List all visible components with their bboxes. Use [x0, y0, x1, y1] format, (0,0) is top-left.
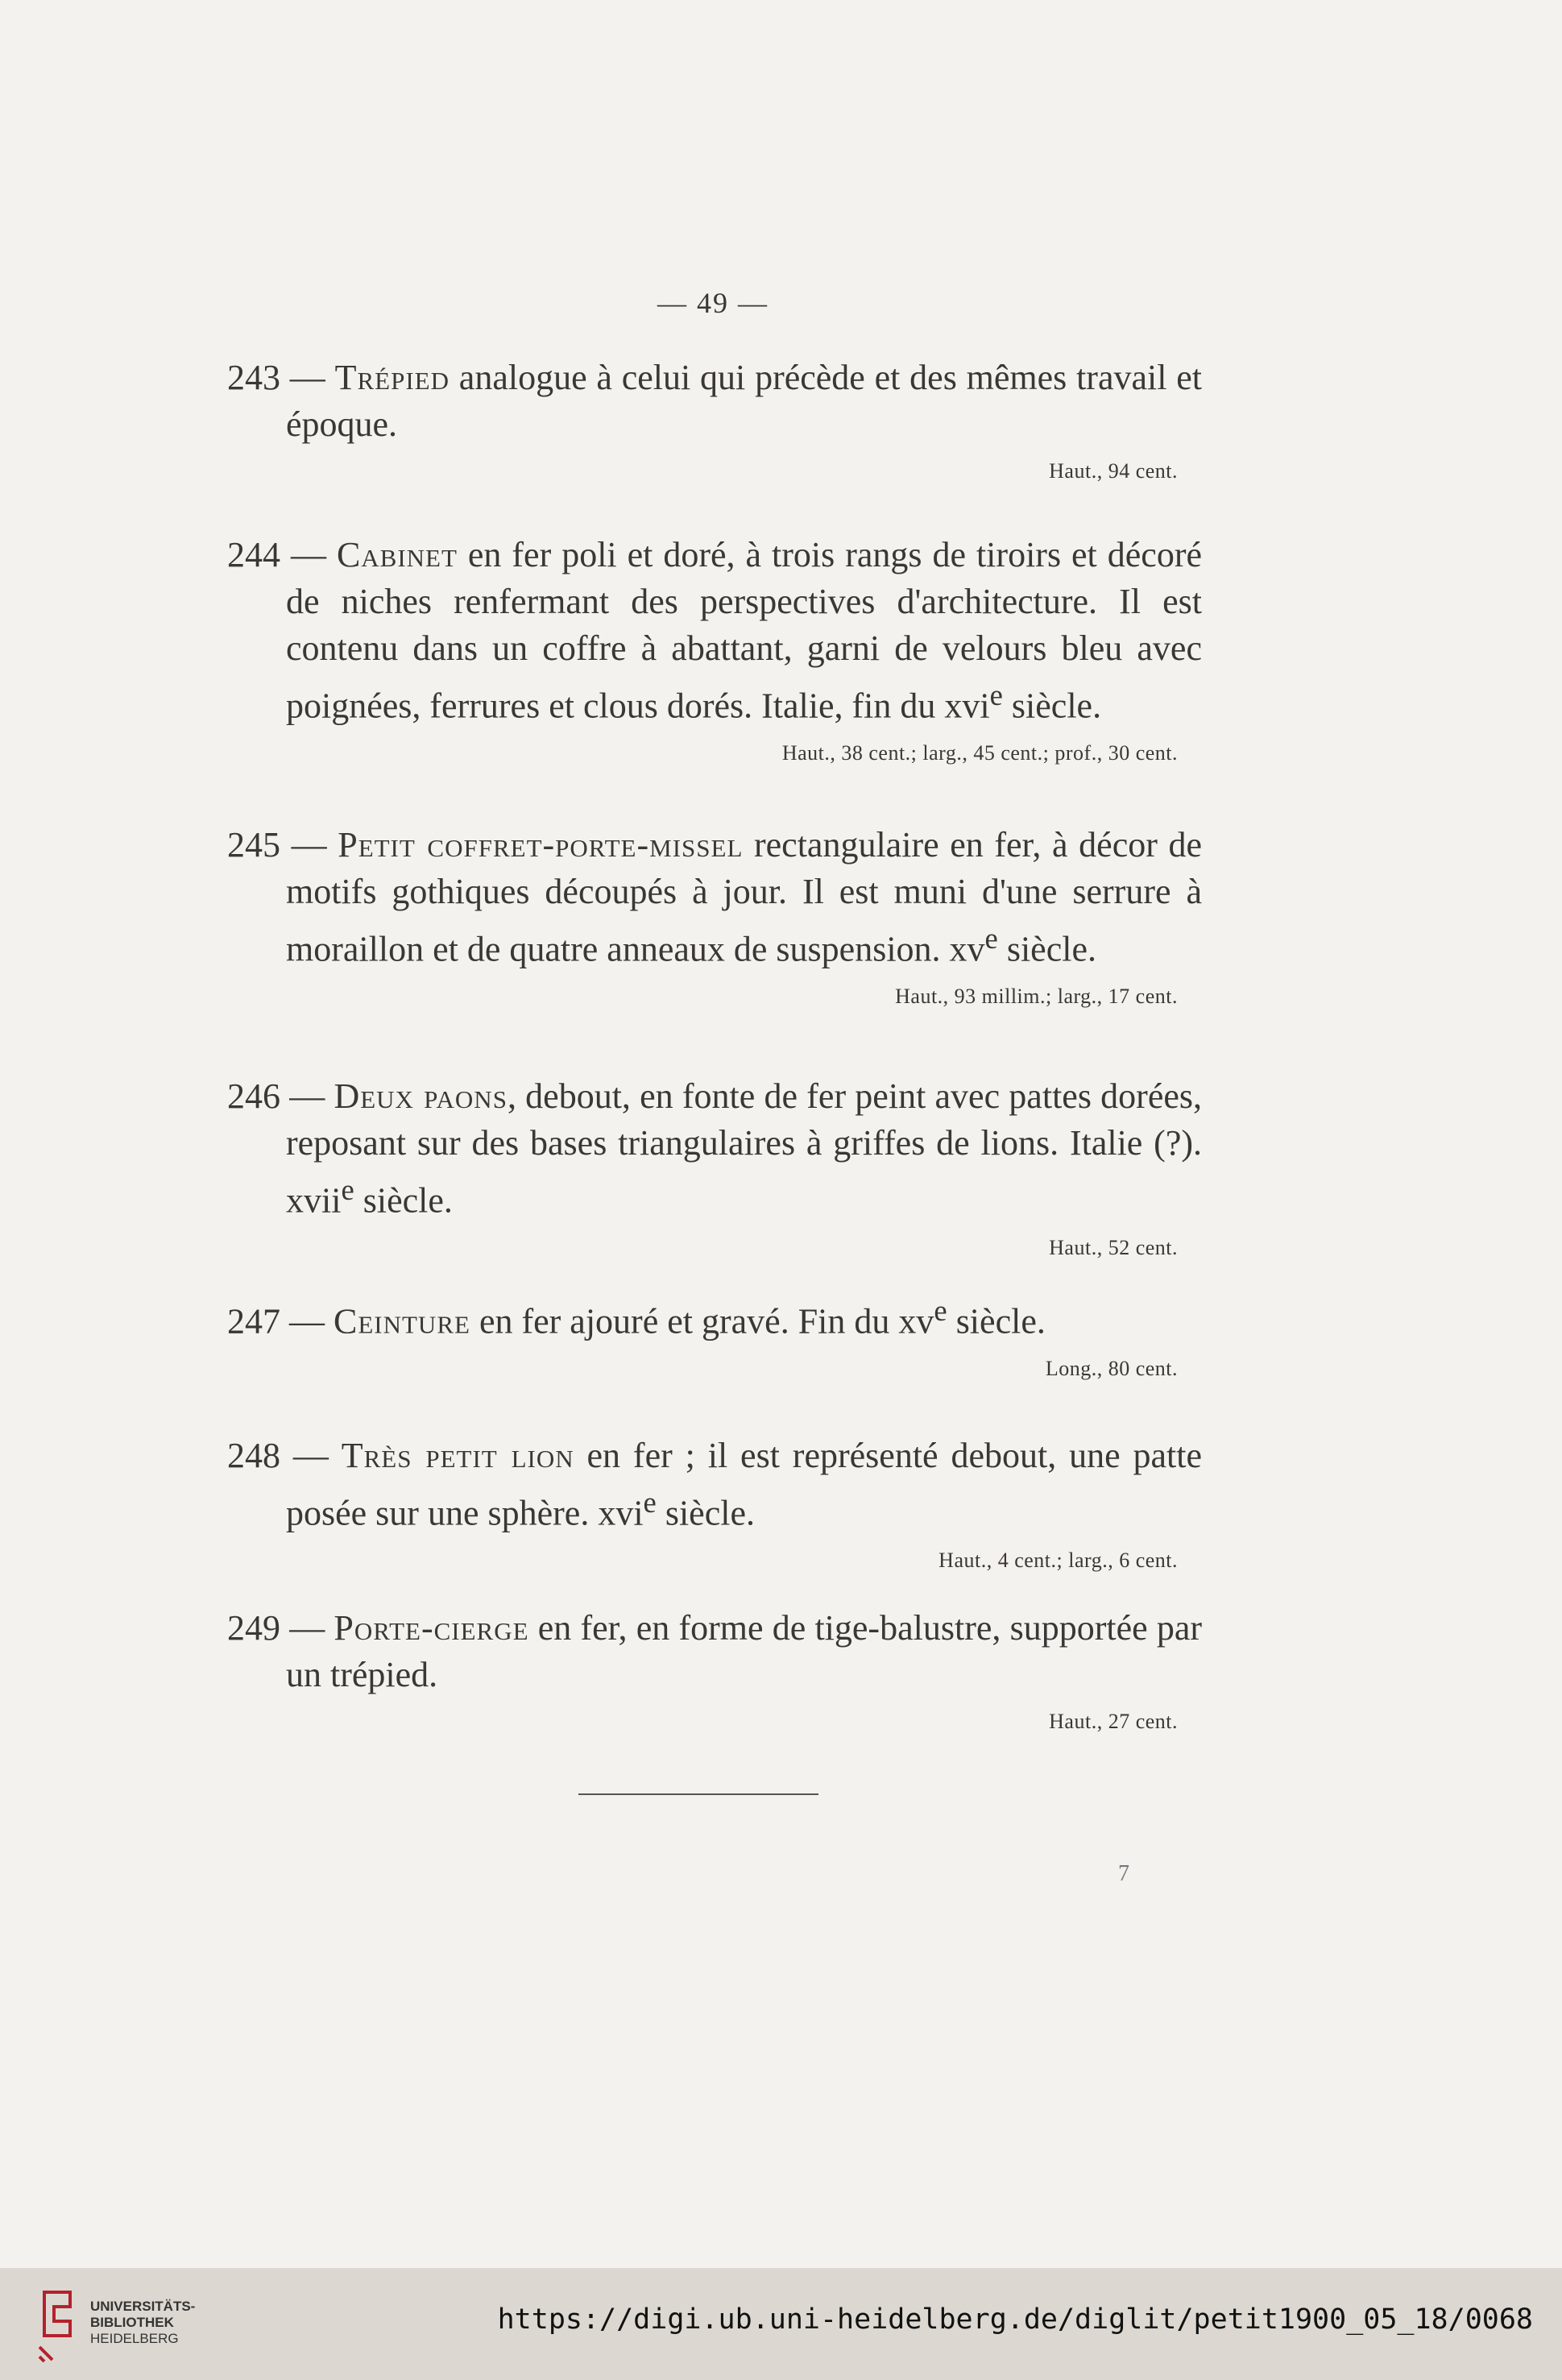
entry-description: en fer ajouré et gravé. Fin du xv — [470, 1301, 934, 1341]
entry-dimensions: Haut., 4 cent.; larg., 6 cent. — [938, 1548, 1178, 1572]
entry-title: Trépied — [334, 358, 450, 397]
catalog-entry-247 — [227, 1287, 1202, 1381]
entry-title: Porte-cierge — [334, 1608, 529, 1648]
library-name-line3: HEIDELBERG — [90, 2331, 179, 2346]
entry-number: 248 — [227, 1436, 280, 1475]
entry-text: 244 — Cabinet en fer poli et doré, à trois rangs de tiroirs et décoré de niches renfermant des perspectives d'architecture. Il est contenu dans un coffre à abattant, garni de velours bleu avec poignées, ferrures et clous dorés. Italie, fin du xvi$^e$ siècle. — [227, 535, 1202, 726]
entry-dimensions: Haut., 94 cent. — [1049, 459, 1178, 483]
superscript: e — [934, 1294, 947, 1327]
entry-text: 249 — Porte-cierge en fer, en forme de tige-balustre, supportée par un trépied. — [227, 1608, 1203, 1694]
entry-number: 243 — [227, 358, 280, 397]
entry-dimensions: Haut., 38 cent.; larg., 45 cent.; prof., 30 cent. — [781, 740, 1178, 765]
entry-description: en fer, en forme de tige-balustre, supportée par un trépied. — [286, 1608, 1203, 1694]
catalog-entry-248 — [227, 1433, 1202, 1573]
superscript: e — [984, 922, 998, 955]
library-name-line2: BIBLIOTHEK — [90, 2315, 174, 2330]
superscript: e — [643, 1486, 657, 1519]
entry-number: 247 — [227, 1301, 280, 1341]
entry-number: 245 — [227, 825, 280, 865]
entry-title: Ceinture — [334, 1301, 470, 1341]
catalog-entry-245 — [227, 822, 1202, 1009]
entry-description-tail: siècle. — [947, 1301, 1046, 1341]
entry-text: 243 — Trépied analogue à celui qui précède et des mêmes travail et époque. — [227, 358, 1203, 444]
entry-title: Très petit lion — [341, 1436, 574, 1475]
entry-title: Cabinet — [336, 535, 458, 574]
superscript: e — [989, 678, 1003, 711]
library-logo-icon — [36, 2283, 83, 2363]
entry-description: analogue à celui qui précède et des mêmes travail et époque. — [286, 358, 1203, 444]
entry-text: 246 — Deux paons, debout, en fonte de fer peint avec pattes dorées, reposant sur des bases triangulaires à griffes de lions. Italie (?). xvii$^e$ siècle. — [227, 1076, 1202, 1221]
entry-dimensions: Haut., 93 millim.; larg., 17 cent. — [895, 984, 1178, 1008]
library-name-line1: UNIVERSITÄTS- — [90, 2299, 196, 2314]
entry-title: Deux paons — [334, 1076, 508, 1116]
entry-description-tail: siècle. — [354, 1180, 453, 1221]
entry-description-tail: siècle. — [1002, 686, 1102, 726]
end-rule-divider — [578, 1793, 818, 1795]
page-number: — 49 — — [657, 287, 769, 319]
entry-dimensions: Long., 80 cent. — [1045, 1356, 1178, 1380]
entry-title: Petit coffret-porte-missel — [338, 825, 744, 865]
catalog-entry-249 — [227, 1605, 1202, 1734]
superscript: e — [341, 1173, 354, 1206]
entry-description: en fer poli et doré, à trois rangs de tiroirs et décoré de niches renfermant des perspectives d'architecture. Il est contenu dans un coffre à abattant, garni de velours bleu avec poignées, ferrures et clous dorés. Italie, fin du xvi — [286, 535, 1202, 726]
entry-description: rectangulaire en fer, à décor de motifs gothiques découpés à jour. Il est muni d'une serrure à moraillon et de quatre anneaux de suspension. xv — [286, 825, 1203, 969]
catalog-entry-244 — [227, 532, 1202, 765]
entry-dimensions: Haut., 52 cent. — [1049, 1235, 1178, 1259]
library-footer — [0, 2268, 1562, 2380]
catalog-entry-243 — [227, 355, 1202, 483]
entry-number: 246 — [227, 1076, 280, 1116]
entry-dimensions: Haut., 27 cent. — [1049, 1710, 1178, 1733]
entry-description-tail: siècle. — [997, 929, 1096, 969]
library-name — [90, 2299, 195, 2347]
entry-number: 244 — [227, 535, 280, 574]
entry-description: en fer ; il est représenté debout, une patte posée sur une sphère. xvi — [286, 1436, 1202, 1533]
entry-text: 245 — Petit coffret-porte-missel rectangulaire en fer, à décor de motifs gothiques découpés à jour. Il est muni d'une serrure à moraillon et de quatre anneaux de suspension. $xv^e$ siècle. — [227, 825, 1203, 969]
entry-text: 247 — Ceinture en fer ajouré et gravé. Fin du $xv^e$ siècle. — [227, 1294, 1046, 1341]
signature-mark: 7 — [1118, 1861, 1129, 1886]
permalink-url[interactable]: https://digi.ub.uni-heidelberg.de/diglit/petit1900_05_18/0068 — [497, 2303, 1533, 2336]
catalog-entry-246 — [227, 1073, 1202, 1260]
entry-description: , debout, en fonte de fer peint avec pattes dorées, reposant sur des bases triangulaires à griffes de lions. Italie (?). xvii — [286, 1076, 1202, 1221]
entry-description-tail: siècle. — [656, 1493, 755, 1533]
entry-number: 249 — [227, 1608, 280, 1648]
entry-text: 248 — Très petit lion en fer ; il est représenté debout, une patte posée sur une sphère. xvi$^e$ siècle. — [227, 1436, 1202, 1533]
